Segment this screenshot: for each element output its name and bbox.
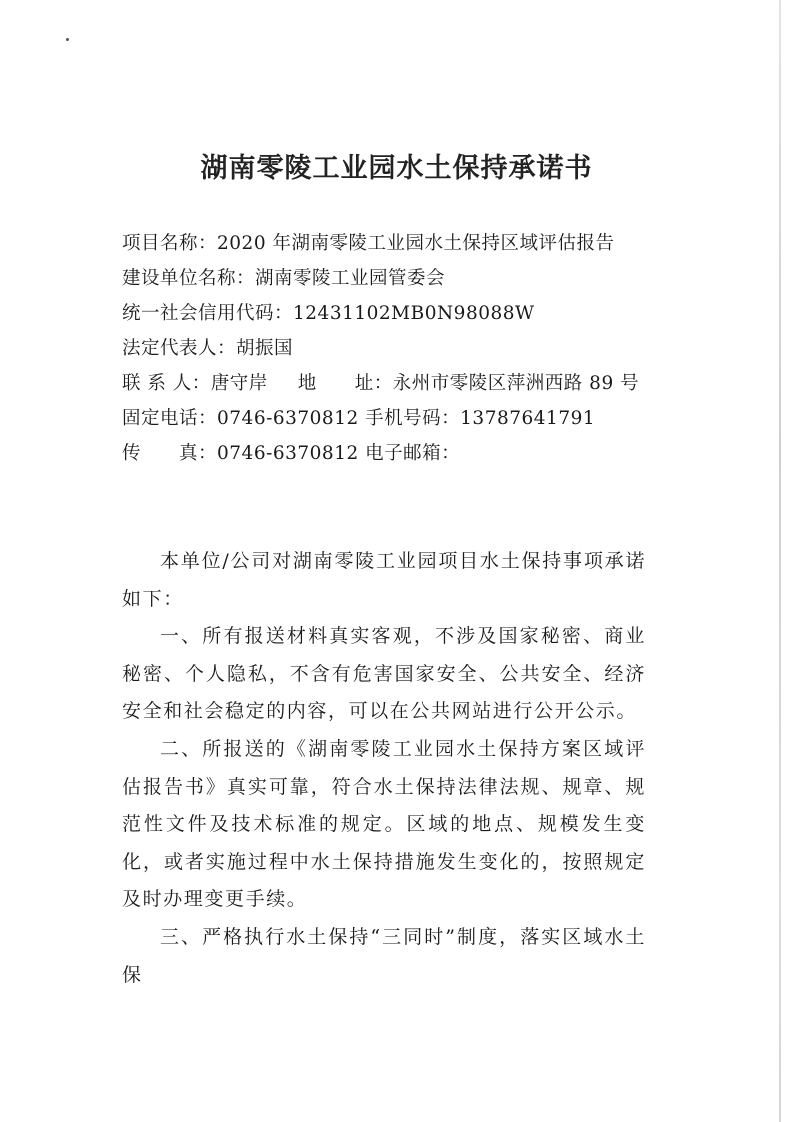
commitment-item-1: 一、所有报送材料真实客观，不涉及国家秘密、商业秘密、个人隐私，不含有危害国家安全、公共安全、经济安全和社会稳定的内容，可以在公共网站进行公开公示。	[122, 625, 646, 723]
mobile-label: 手机号码：	[365, 408, 461, 429]
phone-line	[122, 401, 662, 436]
construction-unit-value: 湖南零陵工业园管委会	[255, 268, 446, 289]
credit-code-label: 统一社会信用代码：	[122, 303, 294, 324]
scan-speck	[66, 38, 69, 41]
fax-email-line	[122, 436, 662, 471]
legal-representative-line	[122, 331, 662, 366]
fax-value: 0746-6370812	[217, 443, 359, 464]
legal-representative-label: 法定代表人：	[122, 338, 237, 359]
commitment-body	[122, 543, 646, 994]
address-label: 地 址：	[297, 373, 393, 394]
intro-paragraph: 本单位/公司对湖南零陵工业园项目水土保持事项承诺如下：	[122, 550, 646, 610]
project-name-label: 项目名称：	[122, 233, 218, 254]
landline-label: 固定电话：	[122, 408, 218, 429]
contact-person-value: 唐守岸	[210, 373, 268, 394]
address-value: 永州市零陵区萍洲西路 89 号	[392, 373, 640, 394]
construction-unit-line	[122, 261, 662, 296]
contact-person-label: 联 系 人：	[122, 373, 211, 394]
project-name-value: 2020 年湖南零陵工业园水土保持区域评估报告	[217, 233, 615, 254]
fax-label: 传 真：	[122, 443, 218, 464]
document-title: 湖南零陵工业园水土保持承诺书	[200, 153, 593, 184]
construction-unit-label: 建设单位名称：	[122, 268, 256, 289]
commitment-item-2: 二、所报送的《湖南零陵工业园水土保持方案区域评估报告书》真实可靠，符合水土保持法律法规、规章、规范性文件及技术标准的规定。区域的地点、规模发生变化，或者实施过程中水土保持措施发生变化的，按照规定及时办理变更手续。	[122, 737, 646, 911]
legal-representative-value: 胡振国	[236, 338, 294, 359]
project-name-line	[122, 226, 662, 261]
email-label: 电子邮箱：	[365, 443, 461, 464]
mobile-value: 13787641791	[460, 408, 596, 429]
info-block	[122, 226, 662, 471]
landline-value: 0746-6370812	[217, 408, 359, 429]
credit-code-value: 12431102MB0N98088W	[293, 303, 535, 324]
credit-code-line	[122, 296, 662, 331]
commitment-item-3: 三、严格执行水土保持“三同时”制度，落实区域水土保	[122, 925, 646, 986]
contact-address-line	[122, 366, 662, 401]
